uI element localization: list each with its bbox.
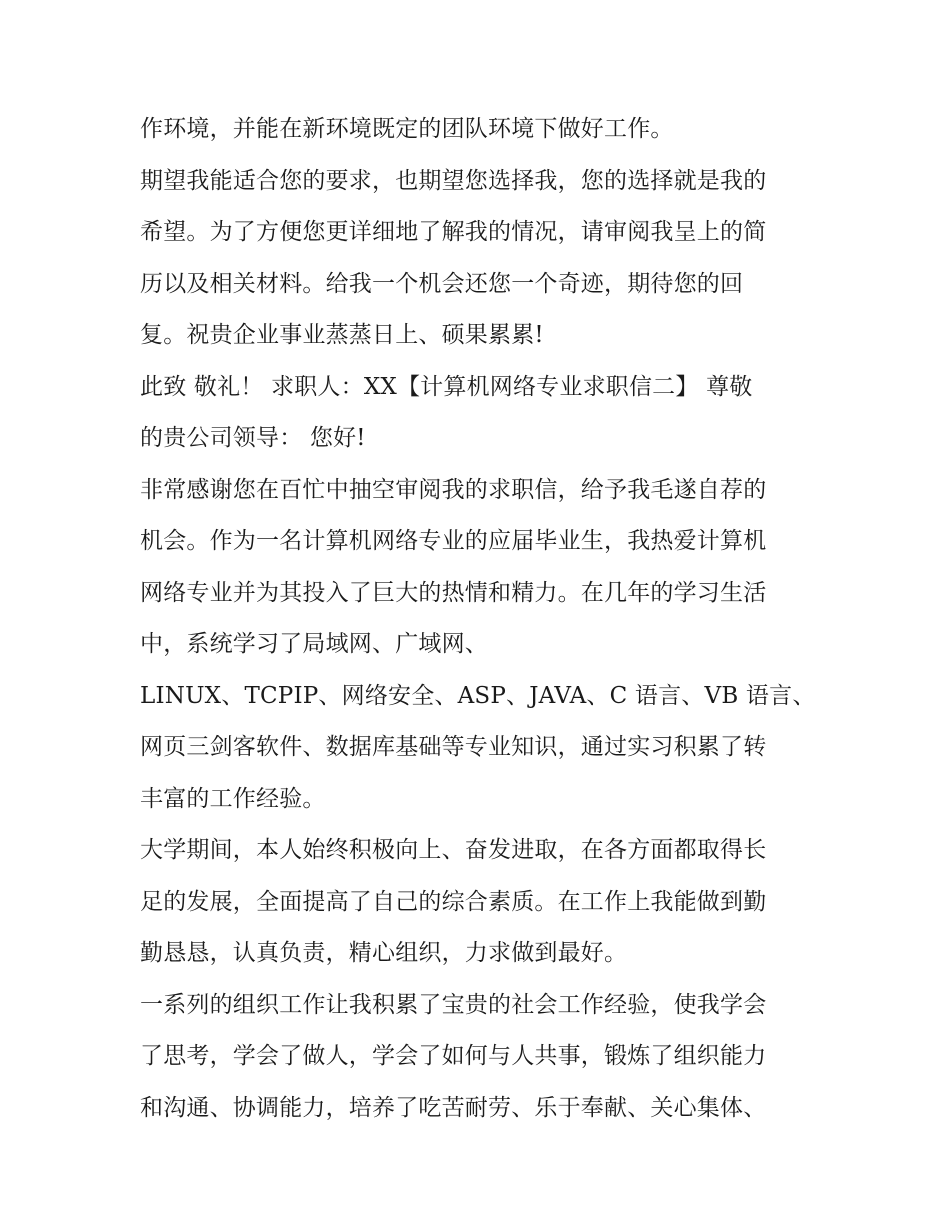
text-line: 足的发展，全面提高了自己的综合素质。在工作上我能做到勤 — [140, 888, 767, 915]
text-line: 此致 敬礼！ 求职人：XX【计算机网络专业求职信二】 尊敬 — [140, 373, 753, 400]
text-line: 历以及相关材料。给我一个机会还您一个奇迹，期待您的回 — [140, 270, 744, 297]
text-line: 勤恳恳，认真负责，精心组织，力求做到最好。 — [140, 940, 628, 966]
text-line: 大学期间，本人始终积极向上、奋发进取，在各方面都取得长 — [140, 837, 767, 863]
text-line: 网络专业并为其投入了巨大的热情和精力。在几年的学习生活 — [140, 579, 767, 606]
text-line: 期望我能适合您的要求，也期望您选择我，您的选择就是我的 — [140, 167, 767, 194]
text-line: 的贵公司领导： 您好! — [140, 425, 366, 451]
text-line: 中，系统学习了局域网、广域网、 — [140, 631, 488, 657]
text-line: 希望。为了方便您更详细地了解我的情况，请审阅我呈上的简 — [140, 219, 767, 245]
text-line: 和沟通、协调能力，培养了吃苦耐劳、乐于奉献、关心集体、 — [140, 1094, 767, 1121]
text-line: 丰富的工作经验。 — [140, 785, 326, 812]
text-line: 机会。作为一名计算机网络专业的应届毕业生，我热爱计算机 — [140, 528, 767, 554]
text-line: 作环境，并能在新环境既定的团队环境下做好工作。 — [140, 116, 674, 142]
text-line: LINUX、TCPIP、网络安全、ASP、JAVA、C 语言、VB 语言、 — [140, 682, 816, 709]
text-line: 复。祝贵企业事业蒸蒸日上、硕果累累! — [140, 322, 544, 348]
text-line: 一系列的组织工作让我积累了宝贵的社会工作经验，使我学会 — [140, 991, 767, 1018]
text-line: 网页三剑客软件、数据库基础等专业知识，通过实习积累了转 — [140, 734, 767, 760]
letter-body — [140, 104, 820, 1134]
text-line: 非常感谢您在百忙中抽空审阅我的求职信，给予我毛遂自荐的 — [140, 476, 767, 503]
text-line: 了思考，学会了做人，学会了如何与人共事，锻炼了组织能力 — [140, 1043, 767, 1069]
